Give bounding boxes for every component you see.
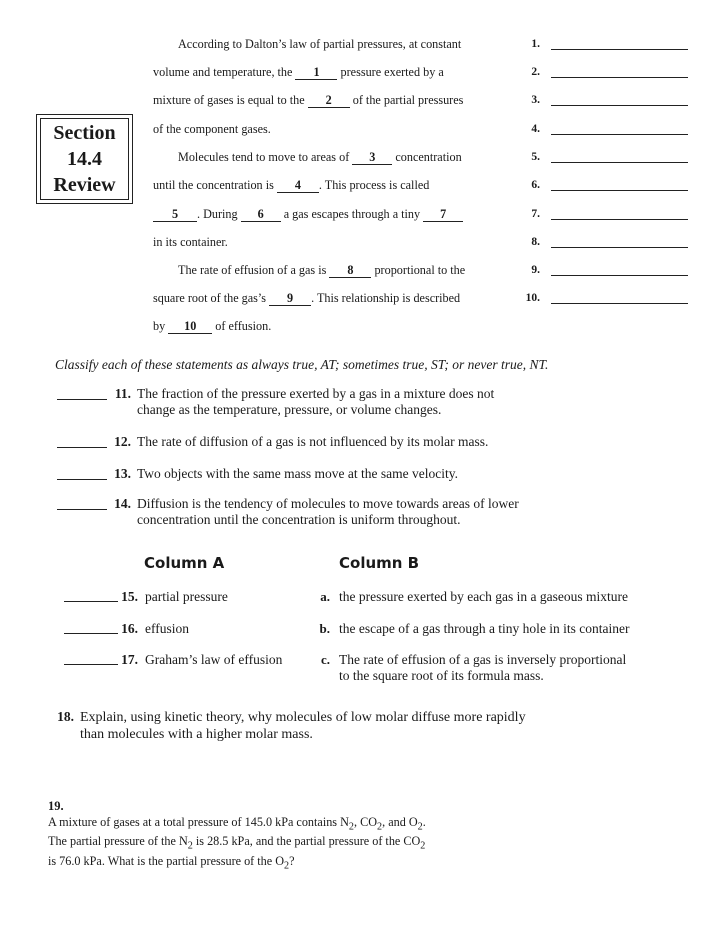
answer-number: 10.: [525, 292, 540, 304]
answer-line-17[interactable]: [64, 664, 118, 665]
question-number: 13.: [114, 466, 131, 481]
answer-line-6[interactable]: [551, 190, 688, 191]
answer-line-16[interactable]: [64, 633, 118, 634]
section-review-label: Review: [53, 174, 116, 196]
answer-number: 1.: [531, 38, 540, 50]
question-number: 18.: [57, 709, 74, 724]
blank-9: 9: [269, 292, 311, 306]
question-number: 14.: [114, 496, 131, 511]
answer-line-10[interactable]: [551, 303, 688, 304]
question-text: Two objects with the same mass move at the same velocity.: [137, 466, 458, 481]
question-19-text: A mixture of gases at a total pressure of 145.0 kPa contains $N_2$, $CO_2$, and $O_2$. The partial pressure of the $N_2$ is 28.5 kPa, and the partial pressure of the $CO_2$ is 76.0 kPa. What is the partial pressure of the $O_2$?: [48, 815, 426, 872]
question-number: 16.: [121, 621, 138, 636]
paragraph-line: mixture of gases is equal to the 2 of the partial pressures: [153, 93, 464, 107]
paragraph-line: until the concentration is 4 . This process is called: [153, 178, 430, 192]
paragraph-line: 5 . During 6 a gas escapes through a tiny 7: [153, 207, 463, 222]
answer-line-8[interactable]: [551, 247, 688, 248]
section-number: 14.4: [67, 148, 102, 170]
answer-line-12[interactable]: [57, 447, 107, 448]
blank-1: 1: [295, 66, 337, 80]
column-b-header: Column B: [339, 554, 420, 572]
answer-number: 3.: [531, 94, 540, 106]
answer-line-4[interactable]: [551, 134, 688, 135]
paragraph-line: of the component gases.: [153, 122, 271, 136]
answer-line-2[interactable]: [551, 77, 688, 78]
answer-number: 9.: [531, 264, 540, 276]
column-a-header: Column A: [144, 554, 225, 572]
answer-line-15[interactable]: [64, 601, 118, 602]
definition-letter: c.: [320, 652, 330, 667]
answer-number: 6.: [531, 179, 540, 191]
answer-number: 8.: [531, 236, 540, 248]
answer-line-13[interactable]: [57, 479, 107, 480]
paragraph-line: Molecules tend to move to areas of 3 concentration: [178, 150, 462, 164]
question-number: 17.: [121, 652, 138, 667]
blank-6: 6: [241, 208, 281, 222]
question-18-text: Explain, using kinetic theory, why molecules of low molar diffuse more rapidly than molecules with a higher molar mass.: [80, 710, 526, 742]
blank-5: 5: [153, 208, 197, 222]
paragraph-line: square root of the gas’s 9 . This relationship is described: [153, 291, 461, 305]
definition: the pressure exerted by each gas in a gaseous mixture: [339, 589, 629, 604]
classify-instruction: Classify each of these statements as always true, AT; sometimes true, ST; or never true, NT.: [55, 357, 549, 372]
answer-line-5[interactable]: [551, 162, 688, 163]
answer-line-14[interactable]: [57, 509, 107, 510]
answer-line-9[interactable]: [551, 275, 688, 276]
paragraph-line: in its container.: [153, 235, 228, 249]
paragraph-line: volume and temperature, the 1 pressure exerted by a: [153, 65, 444, 79]
answer-line-7[interactable]: [551, 219, 688, 220]
term: partial pressure: [145, 589, 228, 604]
answer-number: 7.: [531, 208, 540, 220]
blank-10: 10: [168, 320, 212, 334]
section-label: Section: [53, 122, 116, 144]
question-number: 12.: [114, 434, 131, 449]
paragraph-line: According to Dalton’s law of partial pressures, at constant: [178, 37, 462, 51]
question-text: The fraction of the pressure exerted by a gas in a mixture does not change as the temperature, pressure, or volume changes.: [137, 386, 495, 417]
answer-line-11[interactable]: [57, 399, 107, 400]
answer-line-3[interactable]: [551, 105, 688, 106]
paragraph-line: The rate of effusion of a gas is 8 proportional to the: [178, 263, 466, 277]
question-number: 19.: [48, 799, 64, 813]
definition: the escape of a gas through a tiny hole in its container: [339, 621, 630, 636]
blank-3: 3: [352, 151, 392, 165]
answer-number: 4.: [531, 123, 540, 135]
question-number: 15.: [121, 589, 138, 604]
answer-number: 5.: [531, 151, 540, 163]
definition-letter: a.: [320, 589, 330, 604]
section-box: [36, 114, 133, 204]
blank-2: 2: [308, 94, 350, 108]
term: effusion: [145, 621, 189, 636]
question-text: The rate of diffusion of a gas is not influenced by its molar mass.: [137, 434, 489, 449]
term: Graham’s law of effusion: [145, 652, 283, 667]
blank-8: 8: [329, 264, 371, 278]
answer-number: 2.: [531, 66, 540, 78]
question-text: Diffusion is the tendency of molecules to move towards areas of lower concentration until the concentration is uniform throughout.: [137, 496, 519, 527]
blank-4: 4: [277, 179, 319, 193]
answer-line-1[interactable]: [551, 49, 688, 50]
question-number: 11.: [114, 386, 131, 401]
paragraph-line: by 10 of effusion.: [153, 319, 272, 333]
blank-7: 7: [423, 208, 463, 222]
definition: The rate of effusion of a gas is inversely proportional to the square root of its formula mass.: [339, 652, 627, 683]
definition-letter: b.: [319, 621, 330, 636]
